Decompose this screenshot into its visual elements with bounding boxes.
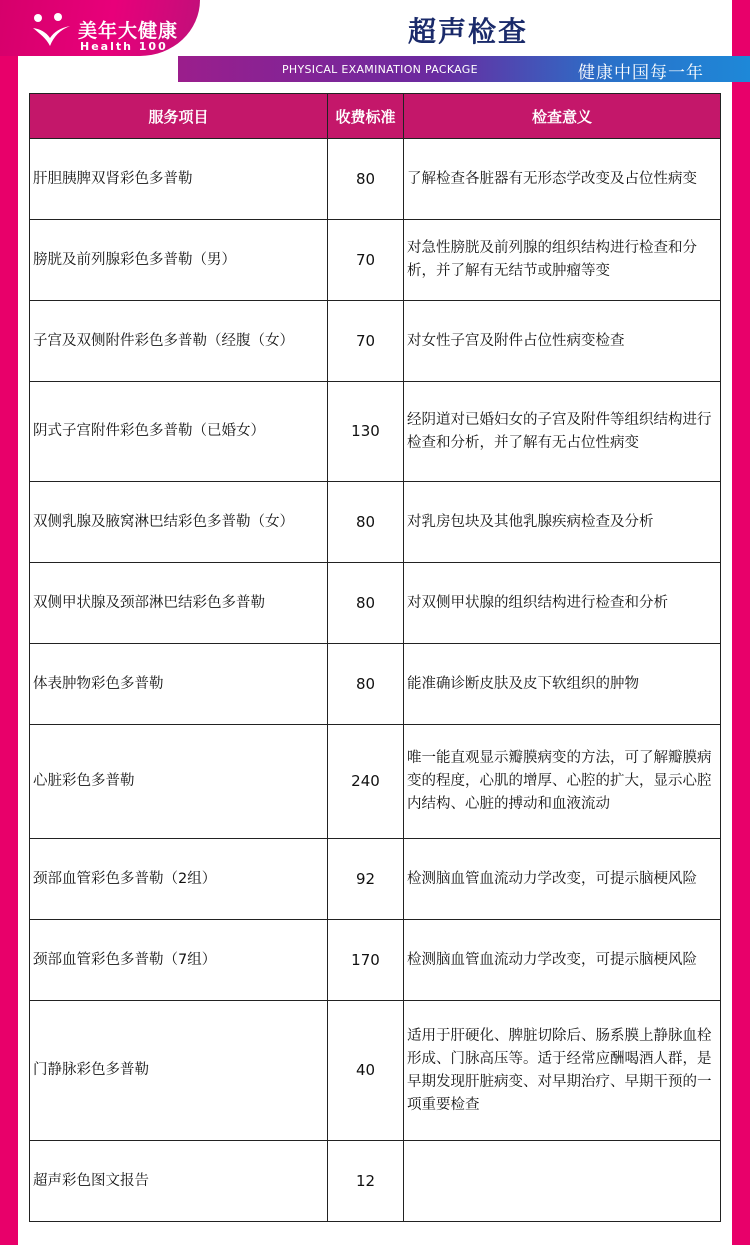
price-cell: 92 [328, 839, 404, 920]
price-cell: 12 [328, 1141, 404, 1222]
meaning-cell: 适用于肝硬化、脾脏切除后、肠系膜上静脉血栓形成、门脉高压等。适于经常应酬喝酒人群，是早期发现肝脏病变、对早期治疗、早期干预的一项重要检查 [404, 1001, 721, 1141]
item-cell: 双侧乳腺及腋窝淋巴结彩色多普勒（女） [30, 482, 328, 563]
table-row [30, 139, 721, 220]
table-header-row [30, 94, 721, 139]
exam-table [29, 93, 721, 1222]
table-row [30, 644, 721, 725]
price-cell: 70 [328, 220, 404, 301]
page-title: 超声检查 [407, 15, 528, 48]
table-row [30, 382, 721, 482]
item-cell: 膀胱及前列腺彩色多普勒（男） [30, 220, 328, 301]
meaning-cell [404, 1141, 721, 1222]
price-cell: 80 [328, 482, 404, 563]
logo-name-en: Health 100 [80, 40, 168, 53]
item-cell: 颈部血管彩色多普勒（2组） [30, 839, 328, 920]
price-cell: 240 [328, 725, 404, 839]
header-item: 服务项目 [30, 94, 328, 139]
table-row [30, 482, 721, 563]
meaning-cell: 检测脑血管血流动力学改变，可提示脑梗风险 [404, 839, 721, 920]
meaning-cell: 能准确诊断皮肤及皮下软组织的肿物 [404, 644, 721, 725]
page [18, 0, 732, 1245]
slogan: 健康中国每一年 [578, 63, 704, 83]
item-cell: 颈部血管彩色多普勒（7组） [30, 920, 328, 1001]
meaning-cell: 经阴道对已婚妇女的子宫及附件等组织结构进行检查和分析，并了解有无占位性病变 [404, 382, 721, 482]
item-cell: 心脏彩色多普勒 [30, 725, 328, 839]
price-cell: 70 [328, 301, 404, 382]
meaning-cell: 对急性膀胱及前列腺的组织结构进行检查和分析，并了解有无结节或肿瘤等变 [404, 220, 721, 301]
logo-name-cn: 美年大健康 [78, 20, 179, 42]
table-row [30, 839, 721, 920]
item-cell: 双侧甲状腺及颈部淋巴结彩色多普勒 [30, 563, 328, 644]
table-row [30, 1141, 721, 1222]
item-cell: 子宫及双侧附件彩色多普勒（经腹（女） [30, 301, 328, 382]
header-meaning: 检查意义 [404, 94, 721, 139]
item-cell: 体表肿物彩色多普勒 [30, 644, 328, 725]
table-row [30, 1001, 721, 1141]
item-cell: 肝胆胰脾双肾彩色多普勒 [30, 139, 328, 220]
item-cell: 门静脉彩色多普勒 [30, 1001, 328, 1141]
logo-icon [30, 12, 72, 52]
price-cell: 80 [328, 139, 404, 220]
meaning-cell: 了解检查各脏器有无形态学改变及占位性病变 [404, 139, 721, 220]
meaning-cell: 检测脑血管血流动力学改变，可提示脑梗风险 [404, 920, 721, 1001]
price-cell: 130 [328, 382, 404, 482]
package-label: PHYSICAL EXAMINATION PACKAGE [282, 63, 478, 76]
price-cell: 80 [328, 644, 404, 725]
table-row [30, 220, 721, 301]
header-price: 收费标准 [328, 94, 404, 139]
meaning-cell: 唯一能直观显示瓣膜病变的方法，可了解瓣膜病变的程度，心肌的增厚、心腔的扩大，显示心腔内结构、心脏的搏动和血液流动 [404, 725, 721, 839]
item-cell: 超声彩色图文报告 [30, 1141, 328, 1222]
price-cell: 40 [328, 1001, 404, 1141]
meaning-cell: 对女性子宫及附件占位性病变检查 [404, 301, 721, 382]
table-row [30, 563, 721, 644]
price-cell: 170 [328, 920, 404, 1001]
table-row [30, 301, 721, 382]
item-cell: 阴式子宫附件彩色多普勒（已婚女） [30, 382, 328, 482]
table-row [30, 725, 721, 839]
meaning-cell: 对双侧甲状腺的组织结构进行检查和分析 [404, 563, 721, 644]
price-cell: 80 [328, 563, 404, 644]
table-row [30, 920, 721, 1001]
meaning-cell: 对乳房包块及其他乳腺疾病检查及分析 [404, 482, 721, 563]
header [18, 0, 732, 86]
logo [0, 0, 200, 56]
